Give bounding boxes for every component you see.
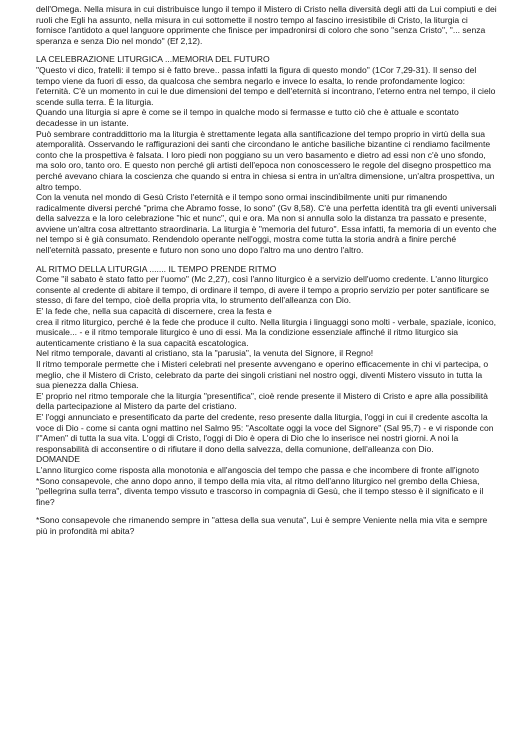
body-paragraph: Il ritmo temporale permette che i Misteri celebrati nel presente avvengano e operino efficacemente in chi vi partecipa, o meglio, che il Mistero di Cristo, celebrato da parte dei singoli cristiani nel nostro oggi, diventi Mistero vissuto in tutta la sua pienezza dalla Chiesa. bbox=[36, 359, 489, 391]
section-heading-memoria-del-futuro: LA CELEBRAZIONE LITURGICA ...MEMORIA DEL FUTURO bbox=[36, 54, 270, 65]
body-paragraph: Nel ritmo temporale, davanti al cristiano, sta la "parusia", la venuta del Signore, il Regno! bbox=[36, 348, 374, 359]
body-paragraph: E' la fede che, nella sua capacità di discernere, crea la festa e bbox=[36, 306, 272, 317]
body-paragraph: Quando una liturgia si apre è come se il tempo in qualche modo si fermasse e tutto ciò che è attuale e scontato decadesse in un istante. bbox=[36, 107, 459, 128]
closing-question: *Sono consapevole che rimanendo sempre in "attesa della sua venuta", Lui è sempre Veniente nella mia vita e sempre più in profondità mi abita? bbox=[36, 515, 488, 536]
spacer bbox=[36, 507, 498, 515]
body-paragraph: Può sembrare contraddittorio ma la liturgia è strettamente legata alla santificazione del tempo proprio in virtù della sua atemporalità. Osservando le raffigurazioni dei santi che circondano le antiche basiliche bizantine ci rendiamo facilmente conto che la prospettiva è falsata. I loro piedi non poggiano su un vero basamento e dietro ad essi non c'è uno sfondo, ma solo oro, tanto oro. E questo non perché gli artisti dell'epoca non conoscessero le regole del disegno prospettico ma perché avevano chiara la coscienza che quando si entra in chiesa si entra in un'altra dimensione, un'altra prospettiva, un altro tempo. bbox=[36, 128, 495, 192]
spacer bbox=[36, 46, 498, 54]
body-paragraph: crea il ritmo liturgico, perché è la fede che produce il culto. Nella liturgia i linguaggi sono molti - verbale, spaziale, iconico, musicale... - e il ritmo temporale liturgico è uno di essi. Ma la condizione essenziale affinché il ritmo liturgico sia autenticamente cristiano è la sua capacità escatologica. bbox=[36, 316, 496, 348]
body-paragraph: E' l'oggi annunciato e presentificato da parte del credente, reso presente dalla liturgia, l'oggi in cui il credente ascolta la voce di Dio - come si canta ogni mattino nel Salmo 95: "Ascoltate oggi la voce del Signore" (Sal 95,7) - e vi risponde con l'"Amen" di tutta la sua vita. L'oggi di Cristo, l'oggi di Dio è opera di Dio che lo inserisce nei nostri giorni. A noi la responsabilità di acconsentire o di rifiutare il dono della salvezza, della comunione, dell'alleanza con Dio. bbox=[36, 411, 494, 454]
document-page bbox=[36, 4, 498, 537]
section-heading-domande: DOMANDE bbox=[36, 454, 80, 465]
section-heading-ritmo-della-liturgia: AL RITMO DELLA LITURGIA ....... IL TEMPO PRENDE RITMO bbox=[36, 263, 277, 274]
question-paragraph: L'anno liturgico come risposta alla monotonia e all'angoscia del tempo che passa e che incombere di fronte all'ignoto *Sono consapevole, che anno dopo anno, il tempo della mia vita, al ritmo dell'anno liturgico nel grembo della Chiesa, "pellegrina sulla terra", diventa tempo vissuto e trascorso in compagnia di Gesù, che il tempo stesso è il significato e il fine? bbox=[36, 464, 484, 507]
body-paragraph: "Questo vi dico, fratelli: il tempo si è fatto breve.. passa infatti la figura di questo mondo" (1Cor 7,29-31). Il senso del tempo viene da fuori di esso, da qualcosa che sembra negarlo e invece lo esalta, lo rende profondamente logico: l'eternità. C'è un momento in cui le due dimensioni del tempo e dell'eternità si incontrano, l'eterno entra nel tempo, il cielo scende sulla terra. È la liturgia. bbox=[36, 64, 496, 107]
intro-paragraph: dell'Omega. Nella misura in cui distribuisce lungo il tempo il Mistero di Cristo nella diversità degli atti da Lui compiuti e dei ruoli che Egli ha assunto, nella misura in cui sottomette il nostro tempo al fascino irresistibile di Cristo, la liturgia ci fornisce l'antidoto a quel languore opprimente che finisce per impadronirsi di coloro che sono "senza Cristo", "... senza speranza e senza Dio nel mondo" (Ef 2,12). bbox=[36, 4, 497, 46]
body-paragraph: Con la venuta nel mondo di Gesù Cristo l'eternità e il tempo sono ormai inscindibilmente uniti pur rimanendo radicalmente diversi perché "prima che Abramo fosse, Io sono" (Gv 8,58). C'è una perfetta identità tra gli eventi universali della salvezza e la loro celebrazione "hic et nunc", qui e ora. Ma non si annulla solo la distanza tra passato e presente, avviene un'altra cosa altrettanto straordinaria. La liturgia è "memoria del futuro". Essa infatti, fa memoria di un evento che nel tempo si è già consumato. Rendendolo operante nell'oggi, mostra come tutta la storia andrà a finire perché nell'eternità passato, presente e futuro non sono uno dopo l'altro ma uno dentro l'altro. bbox=[36, 192, 497, 256]
body-paragraph: Come "il sabato è stato fatto per l'uomo" (Mc 2,27), così l'anno liturgico è a servizio dell'uomo credente. L'anno liturgico consente al credente di abitare il tempo, di ordinare il tempo, di avere il tempo a proprio servizio per poter santificare se stesso, di fare del tempo, cioè della propria vita, lo strumento dell'alleanza con Dio. bbox=[36, 274, 490, 306]
spacer bbox=[36, 256, 498, 264]
body-paragraph: E' proprio nel ritmo temporale che la liturgia "presentifica", cioè rende presente il Mistero di Cristo e apre alla possibilità della partecipazione al Mistero da parte del cristiano. bbox=[36, 390, 488, 412]
